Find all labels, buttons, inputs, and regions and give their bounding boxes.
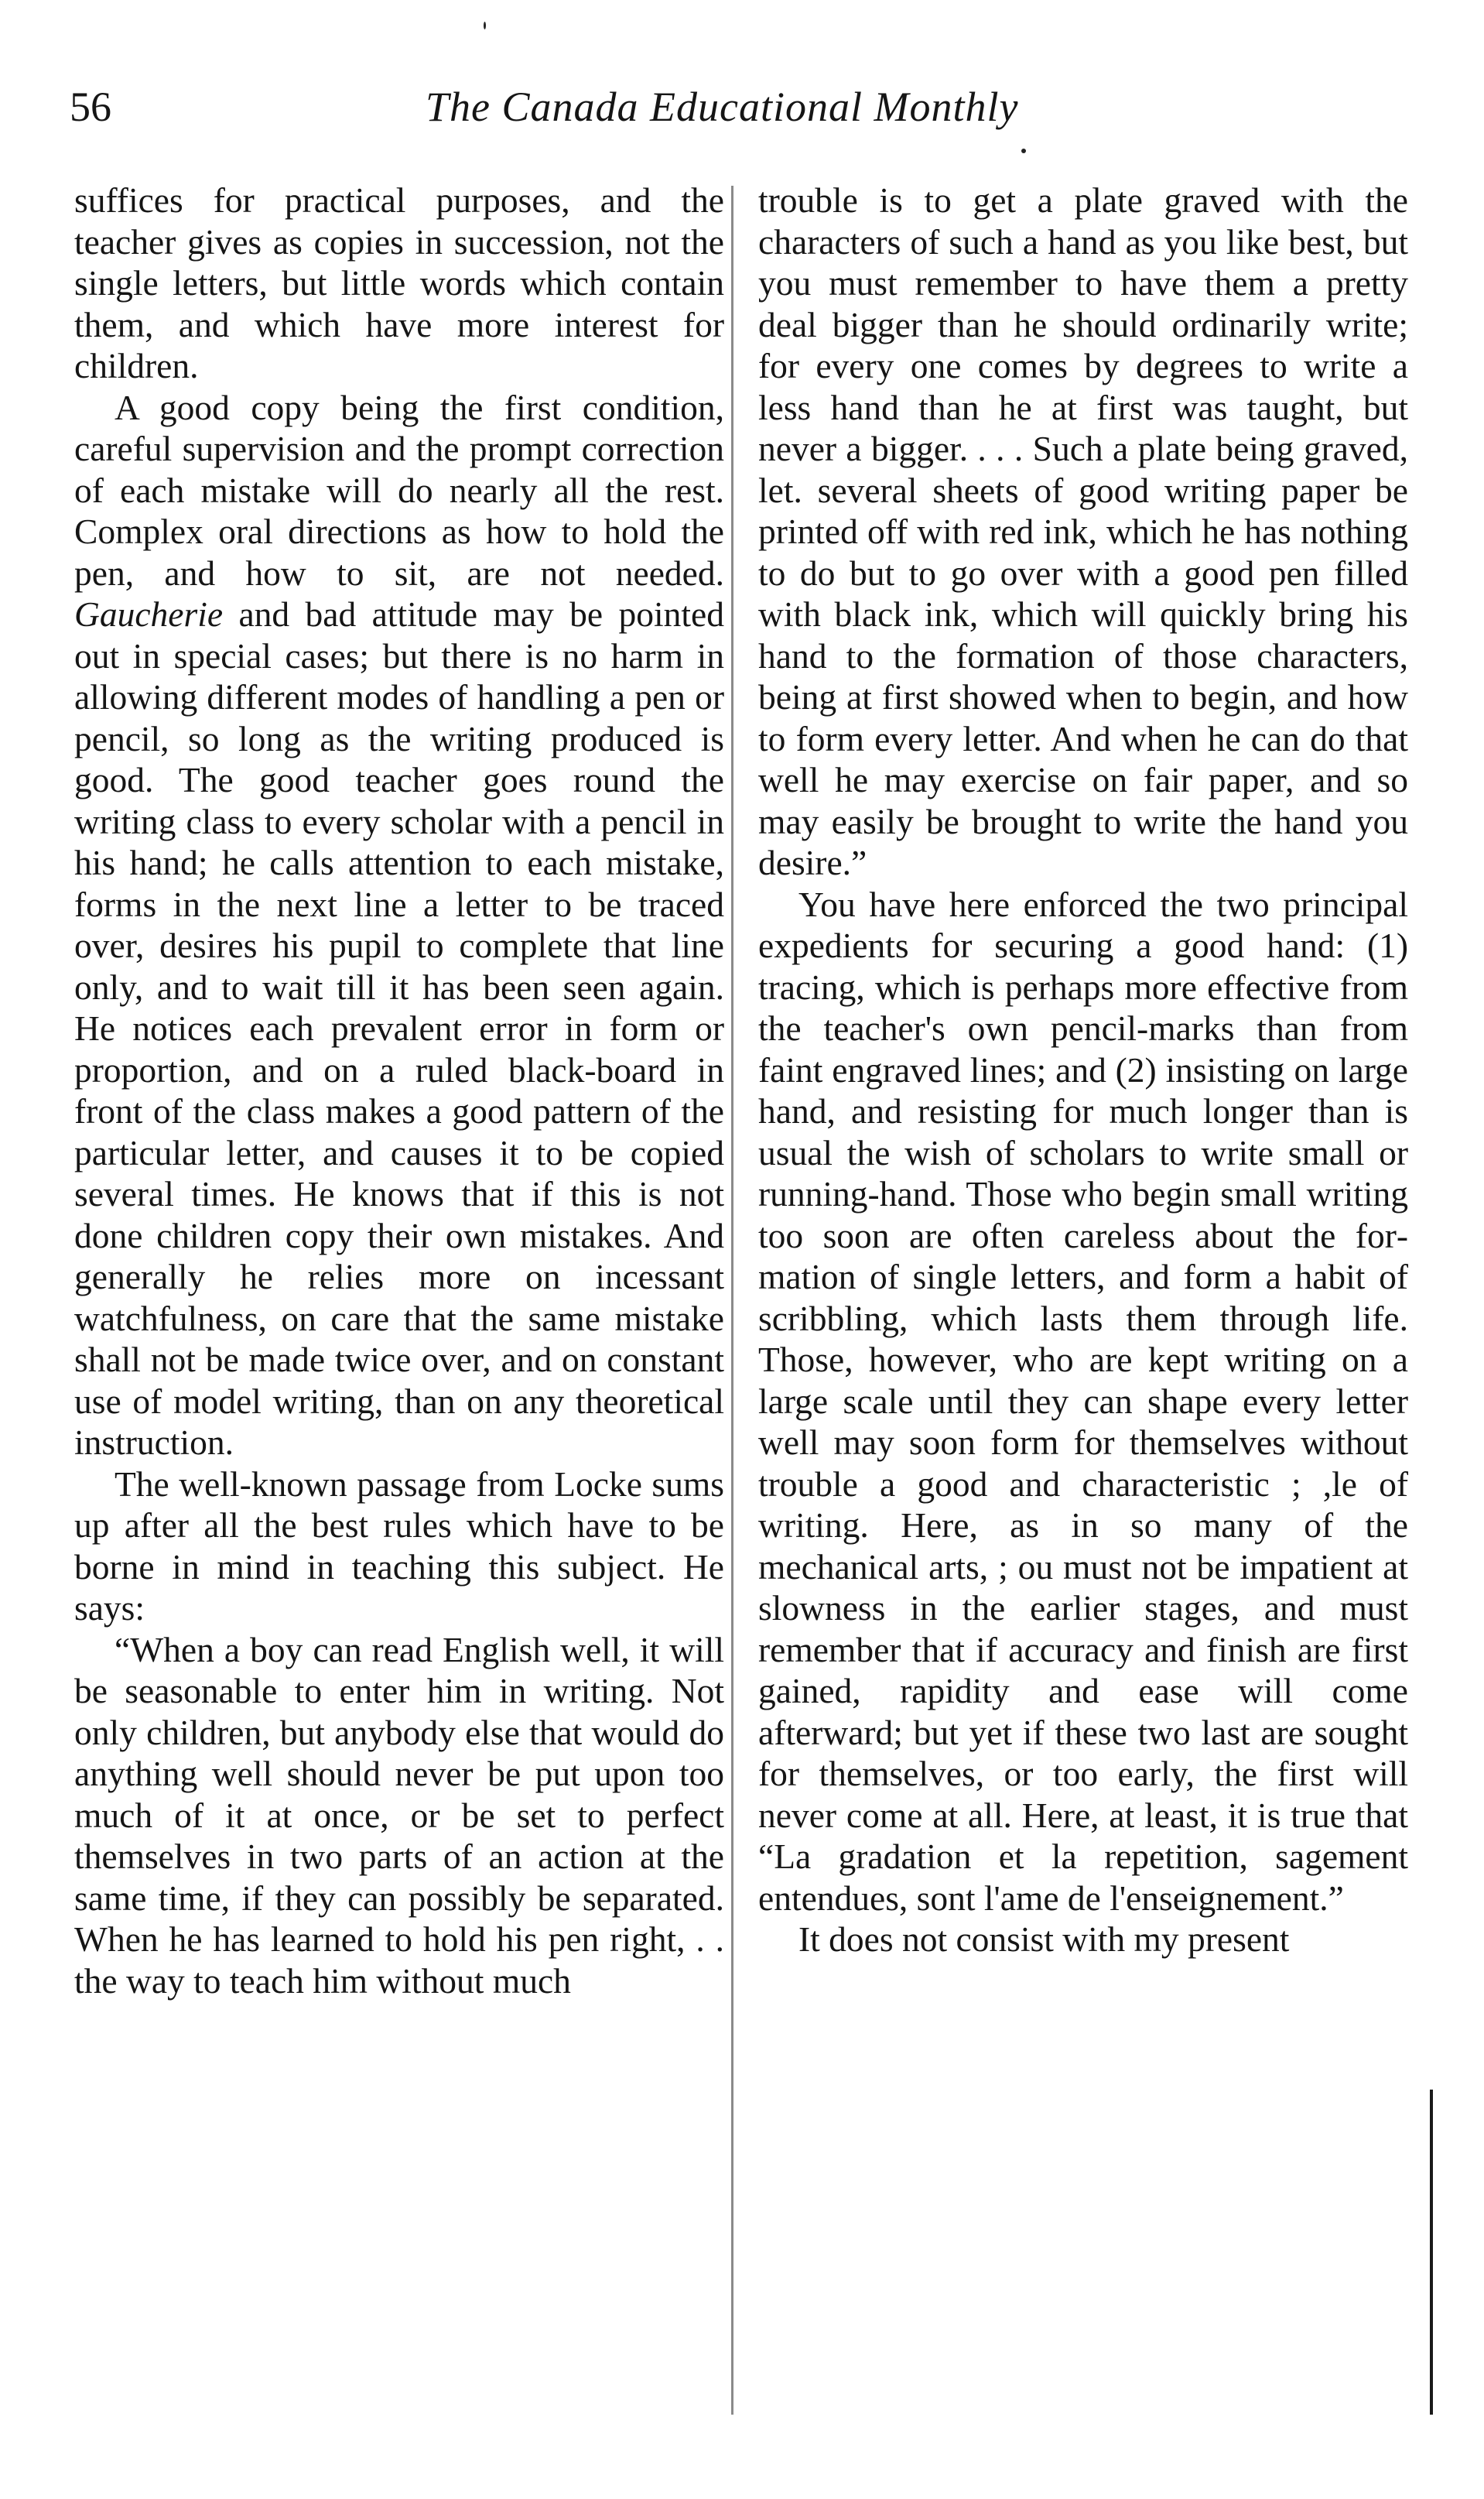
paragraph xyxy=(74,387,724,1463)
page-number: 56 xyxy=(70,84,111,130)
running-title: The Canada Educational Monthly xyxy=(426,84,1019,130)
paragraph: suffices for practical purposes, and the teacher gives as copies in succession, not the single letters, but little words which contain them, and which have more interest for children. xyxy=(74,180,724,385)
paragraph: The well-known passage from Locke sums up after all the best rules which have to be borne in mind in teaching this subject. He says: xyxy=(74,1463,724,1628)
quotation-paragraph: “When a boy can read English well, it will be seasonable to enter him in writing. Not only children, but anybody else that would do anything well should never be put upon too much of it at once, or be set to perfect themselves in two parts of an action at the same time, if they can possibly be separated. When he has learned to hold his pen right, . . the way to teach him without much xyxy=(74,1629,724,2001)
left-column xyxy=(74,180,724,2001)
paragraph: It does not consist with my present xyxy=(798,1919,1290,1959)
paragraph-text: and bad attitude may be pointed out in special cases; but there is no harm in allowing different modes of handling a pen or pencil, so long as the writing produced is good. The good teacher goes round the writing class to every scholar with a pencil in his hand; he calls attention to each mistake, forms in the next line a letter to be traced over, desires his pupil to complete that line only, and to wait till it has been seen again. He notices each prevalent error in form or proportion, and on a ruled black-board in front of the class makes a good pattern of the particular letter, and causes it to be copied several times. He knows that if this is not done children copy their own mistakes. And generally he relies more on incessant watchfulness, on care that the same mistake shall not be made twice over, and on constant use of model writing, than on any theoretical instruction. xyxy=(74,594,724,1462)
margin-mark xyxy=(1430,2090,1433,2415)
right-column xyxy=(758,180,1408,1960)
italic-term: Gaucherie xyxy=(74,594,224,634)
page-header xyxy=(70,76,1416,145)
print-speck xyxy=(484,22,486,29)
print-speck xyxy=(1021,149,1026,153)
quotation-paragraph: trouble is to get a plate graved with the characters of such a hand as you like best, but you must remember to have them a pretty deal bigger than he should ordinarily write; for every one comes by degrees to write a less hand than he at first was taught, but never a bigger. . . . Such a plate being graved, let. several sheets of good writing paper be printed off with red ink, which he has nothing to do but to go over with a good pen filled with black ink, which will quickly bring his hand to the formation of those characters, being at first showed when to begin, and how to form every letter. And when he can do that well he may exercise on fair paper, and so may easily be brought to write the hand you desire.” xyxy=(758,180,1408,882)
paragraph-text: A good copy being the first condition, careful supervision and the prompt correction of each mistake will do nearly all the rest. Complex oral directions as how to hold the pen, and how to sit, are not needed. xyxy=(74,387,724,593)
column-divider xyxy=(731,186,733,2415)
paragraph: You have here enforced the two principal expedients for securing a good hand: (1) tracing, which is perhaps more effective from the teacher's own pencil-marks than from faint engraved lines; and (2) insisting on large hand, and resisting for much longer than is usual the wish of scholars to write small or running-hand. Those who begin small writing too soon are often careless about the formation of single letters, and form a habit of scribbling, which lasts them through life. Those, however, who are kept writing on a large scale until they can shape every letter well may soon form for themselves without trouble a good and characteristic ; ,le of writing. Here, as in so many of the mechanical arts, ; ou must not be impatient at slowness in the earlier stages, and must remember that if accuracy and finish are first gained, rapidity and ease will come afterward; but yet if these two last are sought for themselves, or too early, the first will never come at all. Here, at least, it is true that “La gradation et la repetition, sagement entendues, sont l'ame de l'enseignement.” xyxy=(758,884,1408,1918)
